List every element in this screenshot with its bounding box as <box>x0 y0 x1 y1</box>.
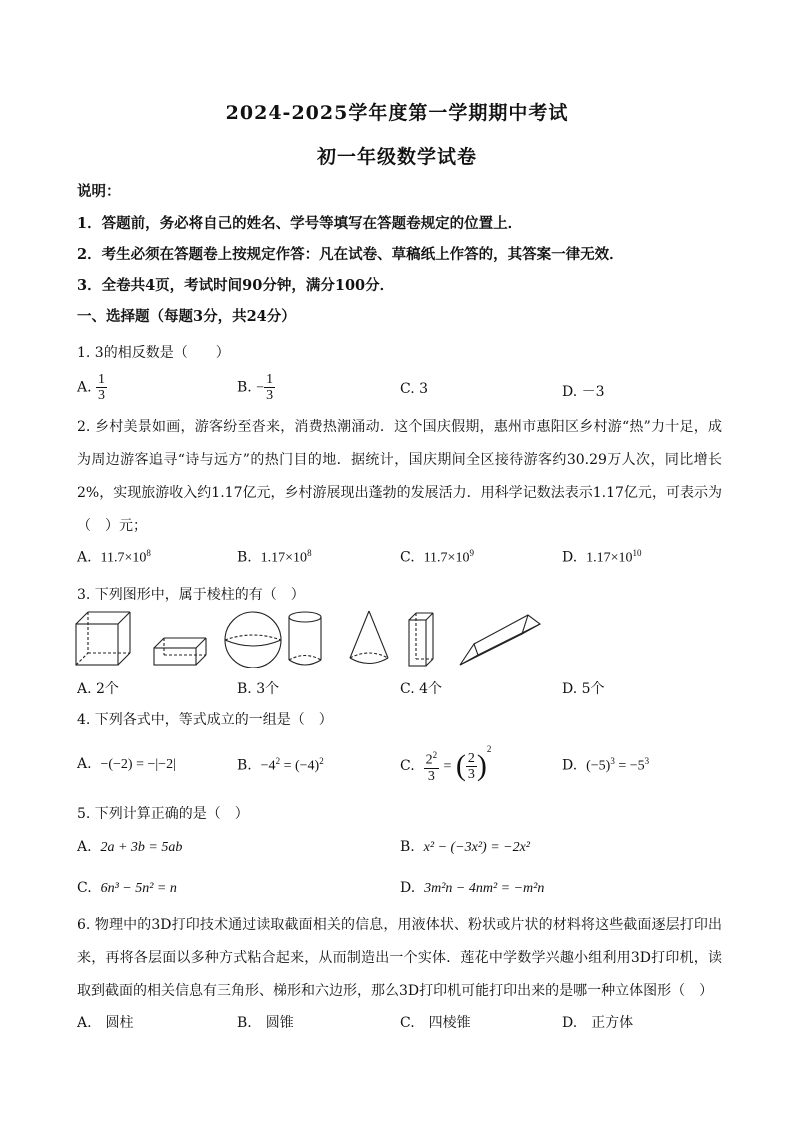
q6-stem: 6. 物理中的3D打印技术通过读取截面相关的信息，用液体状、粉状或片状的材料将这些截面逐层打印出来，再将各层面以多种方式粘合起来，从而制造出一个实体．莲花中学数学兴趣小组利用3D打印机，读取到截面的相关信息有三角形、梯形和六边形，那么3D打印机可能打印出来的是哪一种立体图形（ ） <box>77 917 722 999</box>
instruction-item-1: 1．答题前，务必将自己的姓名、学号等填写在答题卷规定的位置上． <box>77 215 523 232</box>
q3-option-c: C. 4个 <box>400 681 443 697</box>
q6-option-a: A. 圆柱 <box>77 1015 134 1031</box>
q2-option-d: D. $1.17\times 10^{10}$ <box>562 548 642 566</box>
q1-option-b: B. − $\frac{1}{3}$ <box>237 372 274 403</box>
fraction: $\frac{1}{3}$ <box>98 372 106 403</box>
q1-option-a <box>77 372 107 403</box>
q6-option-b: B. 圆锥 <box>237 1015 294 1031</box>
q3-option-a: A. 2个 <box>77 681 119 697</box>
fraction: $\frac{2}{3}$ <box>467 750 475 782</box>
q1-option-c: C. 3 <box>400 381 429 397</box>
q3-option-b: B. 3个 <box>237 681 280 697</box>
instructions-heading: 说明： <box>77 183 121 200</box>
q4-option-d: D. $(-5)^3 = -5^3$ <box>562 756 650 774</box>
cone-icon <box>350 611 388 664</box>
exam-title: 2024-2025学年度第一学期期中考试 <box>225 102 569 124</box>
fraction: $\frac{1}{3}$ <box>266 372 274 403</box>
q3-stem: 3. 下列图形中，属于棱柱的有（ ） <box>77 587 305 603</box>
q2-stem: 2. 乡村美景如画，游客纷至沓来，消费热潮涌动．这个国庆假期，惠州市惠阳区乡村游“热”力十足，成为周边游客追寻“诗与远方”的热门目的地．据统计，国庆期间全区接待游客约30.29万人次，同比增长2%，实现旅游收入约1.17亿元，乡村游展现出蓬勃的发展活力．用科学记数法表示1.17亿元，可表示为（ ）元； <box>77 419 722 534</box>
q4-option-b: B. $-4^2 = (-4)^2$ <box>237 756 324 774</box>
exam-subtitle: 初一年级数学试卷 <box>316 146 477 168</box>
instruction-item-2: 2．考生必须在答题卷上按规定作答：凡在试卷、草稿纸上作答的，其答案一律无效． <box>77 246 624 263</box>
q2-option-a: A. $11.7\times 10^8$ <box>77 548 151 566</box>
fraction: $\frac{2^2}{3}$ <box>425 750 438 784</box>
q5-option-c: C. 6n³ − 5n² = n <box>77 880 177 896</box>
q5-option-b: B. x² − (−3x²) = −2x² <box>400 839 531 855</box>
q6-option-d: D. 正方体 <box>562 1015 634 1031</box>
section-heading: 一、选择题（每题3分，共24分） <box>77 308 296 325</box>
q5-stem: 5. 下列计算正确的是（ ） <box>77 806 249 822</box>
cube-icon <box>76 612 130 665</box>
q2-option-c: C. $11.7\times 10^9$ <box>400 548 474 566</box>
q1-option-d: D. －3 <box>562 384 605 400</box>
q1-stem: 1. 3的相反数是（ ） <box>77 345 230 361</box>
sphere-icon <box>225 612 281 668</box>
option-label: A. <box>77 379 92 396</box>
q5-option-d: D. 3m²n − 4nm² = −m²n <box>400 880 545 896</box>
cuboid-icon <box>154 638 206 665</box>
triangular-prism-icon <box>460 615 540 665</box>
q6-option-c: C. 四棱锥 <box>400 1015 471 1031</box>
q4-option-c: C. $\frac{2^2}{3}$ = ( $\frac{2}{3}$ )$^2$ <box>400 744 492 784</box>
option-label: B. <box>237 379 252 396</box>
q5-option-a: A. 2a + 3b = 5ab <box>77 839 183 855</box>
square-prism-icon <box>409 613 433 666</box>
q2-option-b: B. $1.17\times 10^8$ <box>237 548 312 566</box>
q3-option-d: D. 5个 <box>562 681 605 697</box>
instruction-item-3: 3．全卷共4页，考试时间90分钟，满分100分． <box>77 277 395 294</box>
cylinder-icon <box>289 612 321 665</box>
q3-shapes-figure <box>70 608 550 668</box>
q4-stem: 4. 下列各式中，等式成立的一组是（ ） <box>77 712 333 728</box>
q4-option-a: A. −(−2) = −|−2| <box>77 756 176 772</box>
